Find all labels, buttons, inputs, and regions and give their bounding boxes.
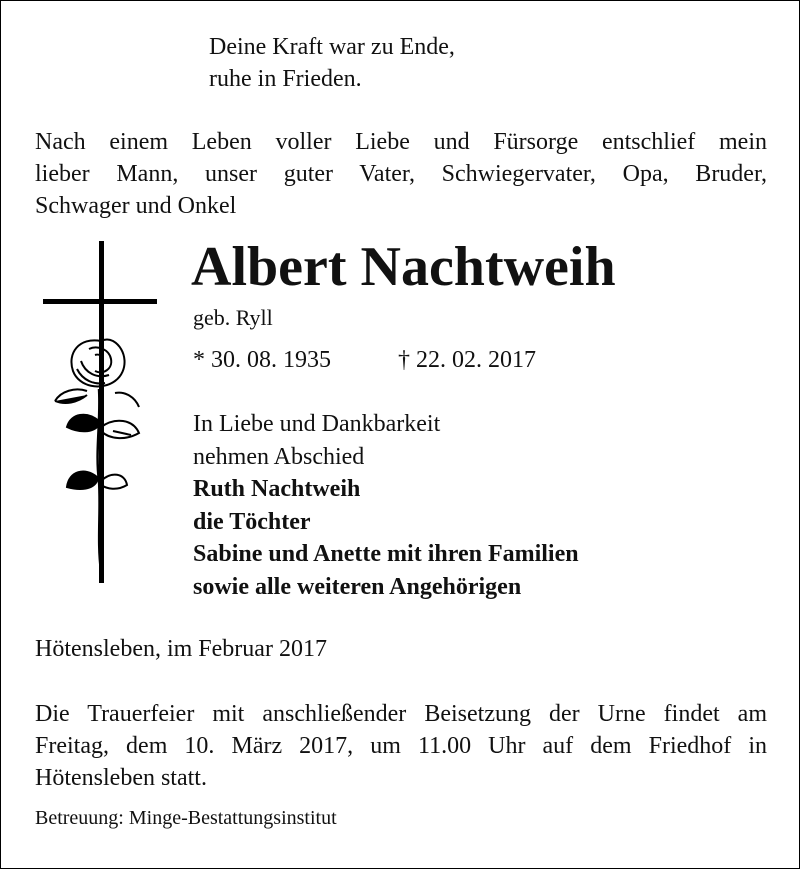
funeral-line: Die Trauerfeier mit anschließender Beisetzung der Urne findet am [35,701,767,727]
motto-line: Deine Kraft war zu Ende, [209,34,455,60]
place-date: Hötensleben, im Februar 2017 [35,636,327,662]
death-date: † 22. 02. 2017 [398,347,536,373]
life-dates [193,344,536,376]
mourner-name: Ruth Nachtweih [193,476,361,502]
cross-icon [31,241,171,591]
mourner-name: sowie alle weiteren Angehörigen [193,573,522,600]
mourners-line: In Liebe und Dankbarkeit [193,411,441,437]
intro-line: Schwager und Onkel [35,193,237,219]
deceased-name: Albert Nachtweih [191,236,616,298]
intro-line: Nach einem Leben voller Liebe und Fürsorge entschlief mein [35,129,767,155]
funeral-home-credit: Betreuung: Minge-Bestattungsinstitut [35,807,337,829]
intro-text [35,126,767,222]
intro-line: lieber Mann, unser guter Vater, Schwiegervater, Opa, Bruder, [35,161,767,187]
mourners-line: nehmen Abschied [193,443,365,470]
motto-line: ruhe in Frieden. [209,66,362,92]
born-name: geb. Ryll [193,305,273,330]
funeral-info [35,698,767,794]
rose-icon [55,340,139,572]
birth-date: * 30. 08. 1935 [193,347,331,373]
funeral-line: Hötensleben statt. [35,765,207,791]
funeral-line: Freitag, dem 10. März 2017, um 11.00 Uhr auf dem Friedhof in [35,733,767,759]
mourner-name: die Töchter [193,508,311,535]
mourners [193,408,579,603]
motto [209,31,455,95]
mourner-name: Sabine und Anette mit ihren Familien [193,541,579,567]
